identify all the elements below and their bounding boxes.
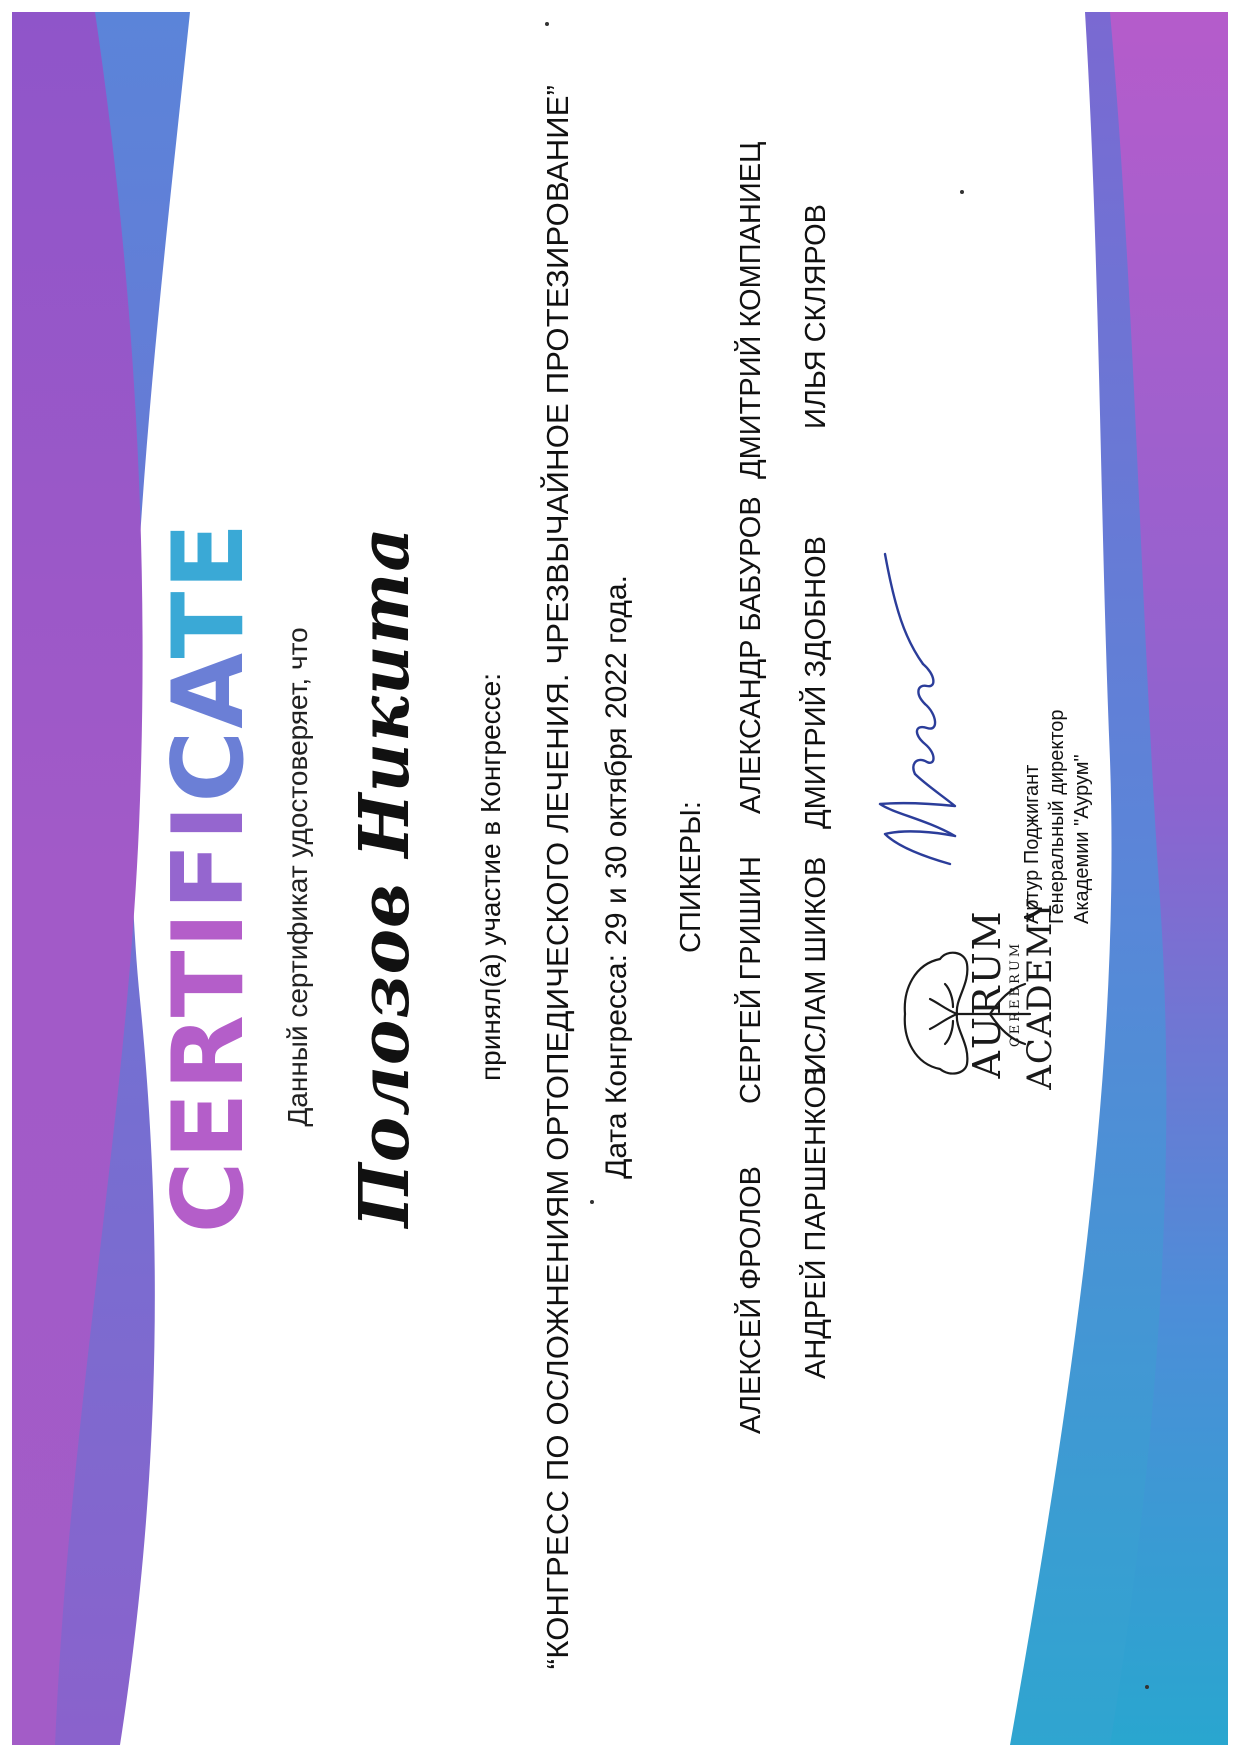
congress-date: Дата Конгресса: 29 и 30 октября 2022 года. [600, 575, 633, 1179]
speakers-label: СПИКЕРЫ: [675, 801, 707, 953]
participation-text: принял(а) участие в Конгрессе: [475, 672, 506, 1082]
speaker-name: ДМИТРИЙ КОМПАНИЕЦ [735, 141, 767, 479]
signatory-block [1020, 644, 1095, 924]
speaker-name: ДМИТРИЙ ЗДОБНОВ [800, 535, 832, 829]
scan-speck [960, 190, 964, 194]
speaker-name: АЛЕКСАНДР БАБУРОВ [735, 496, 767, 814]
certificate-title: CERTIFICATE [152, 520, 266, 1234]
speaker-name: АНДРЕЙ ПАРШЕНКОВ [800, 1066, 832, 1379]
signatory-name: Артур Поджигант [1021, 764, 1043, 924]
scan-speck [1145, 1685, 1149, 1689]
scan-speck [545, 22, 549, 26]
logo-academy: ACADEMY [1020, 898, 1060, 1090]
scan-speck [590, 1200, 594, 1204]
intro-text: Данный сертификат удостоверяет, что [282, 627, 313, 1127]
signature [855, 544, 975, 874]
signatory-organization: Академии "Аурум" [1071, 754, 1093, 924]
speaker-name: ИЛЬЯ СКЛЯРОВ [800, 203, 832, 429]
logo-aurum: AURUM [965, 909, 1009, 1079]
speaker-name: ИСЛАМ ШИКОВ [800, 856, 832, 1074]
speaker-name: АЛЕКСЕЙ ФРОЛОВ [735, 1165, 767, 1434]
signatory-position: Генеральный директор [1046, 709, 1068, 924]
congress-title: “КОНГРЕСС ПО ОСЛОЖНЕНИЯМ ОРТОПЕДИЧЕСКОГО ЛЕЧЕНИЯ. ЧРЕЗВЫЧАЙНОЕ ПРОТЕЗИРОВАНИЕ” [540, 84, 575, 1670]
speaker-name: СЕРГЕЙ ГРИШИН [735, 856, 767, 1104]
logo-cerebrum: CEREBRUM [1008, 940, 1023, 1048]
recipient-name: Полозов Никита [345, 526, 425, 1228]
